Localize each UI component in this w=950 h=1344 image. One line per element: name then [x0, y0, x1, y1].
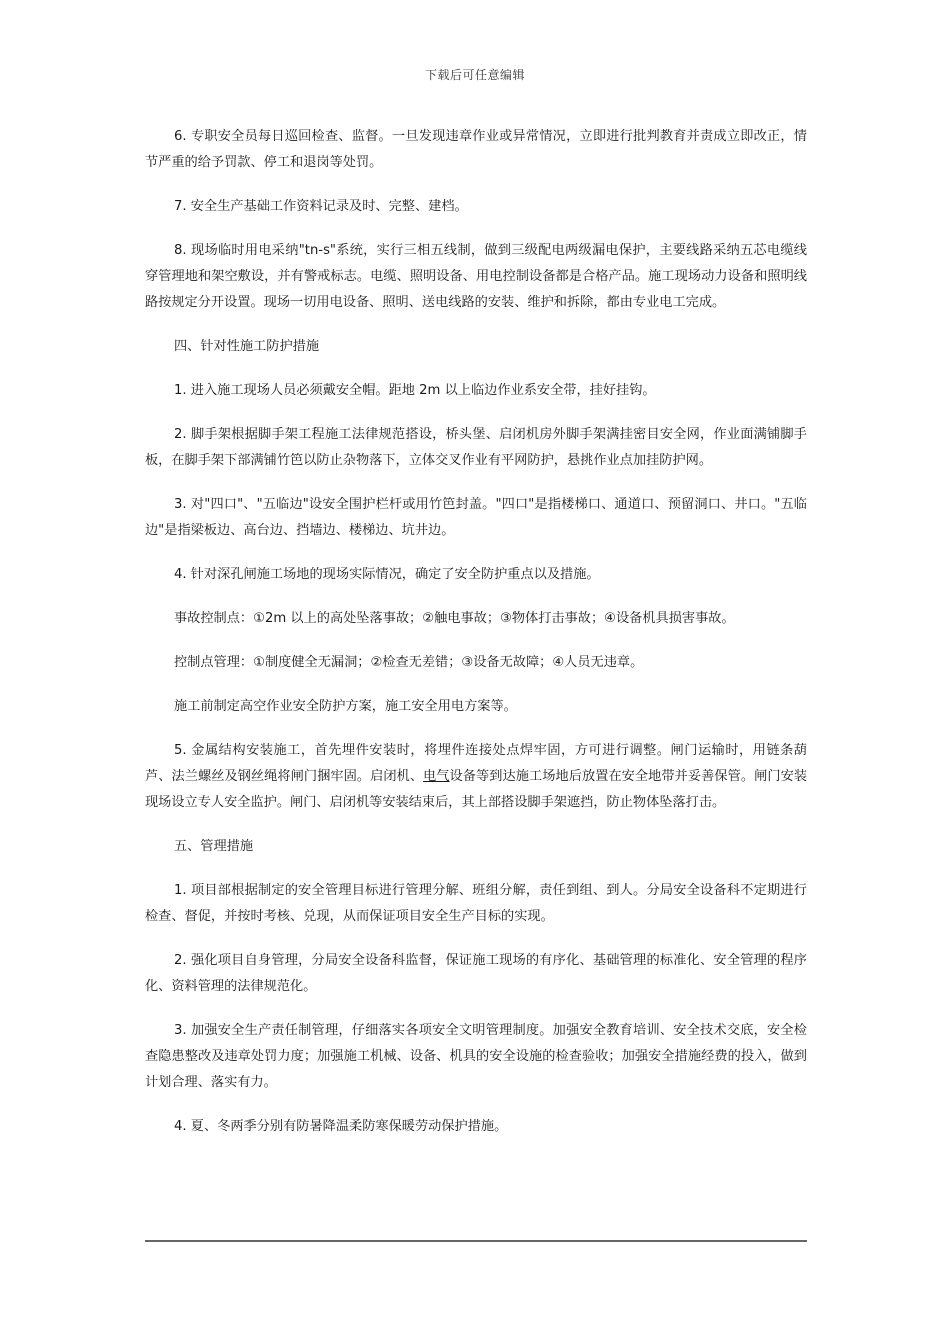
paragraph-mgmt-1 [145, 878, 807, 930]
paragraph-text: 强化项目自身管理，分局安全设备科监督，保证施工现场的有序化、基础管理的标准化、安全管理的程序化、资料管理的法律规范化。 [145, 953, 807, 994]
section-heading-4 [145, 334, 807, 360]
paragraph-text: 现场临时用电采纳"tn-s"系统，实行三相五线制，做到三级配电两级漏电保护，主要线路采纳五芯电缆线穿管理地和架空敷设，并有警戒标志。电缆、照明设备、用电控制设备都是合格产品。施工现场动力设备和照明线路按规定分开设置。现场一切用电设备、照明、送电线路的安装、维护和拆除，都由专业电工完成。 [145, 243, 807, 310]
section-heading-5 [145, 834, 807, 860]
item-number: 4. [174, 1119, 187, 1134]
paragraph-text: 夏、冬两季分别有防暑降温柔防寒保暖劳动保护措施。 [186, 1119, 508, 1134]
paragraph-item-7 [145, 194, 807, 220]
paragraph-text: 项目部根据制定的安全管理目标进行管理分解、班组分解，责任到组、到人。分局安全设备科不定期进行检查、督促，并按时考核、兑现，从而保证项目安全生产目标的实现。 [145, 883, 807, 924]
paragraph-text: 专职安全员每日巡回检查、监督。一旦发现违章作业或异常情况，立即进行批判教育并责成立即改正，情节严重的给予罚款、停工和退岗等处罚。 [145, 129, 807, 170]
control-point-management [145, 650, 807, 676]
document-body [145, 124, 807, 1158]
item-number: 2. [174, 427, 187, 442]
paragraph-text: 加强安全生产责任制管理，仔细落实各项安全文明管理制度。加强安全教育培训、安全技术交底，安全检查隐患整改及违章处罚力度；加强施工机械、设备、机具的安全设施的检查验收；加强安全措施经费的投入，做到计划合理、落实有力。 [145, 1023, 807, 1090]
accident-control-points [145, 606, 807, 632]
paragraph-text: 针对深孔闸施工场地的现场实际情况，确定了安全防护重点以及措施。 [186, 567, 600, 582]
paragraph-item-5 [145, 738, 807, 816]
paragraph-mgmt-3 [145, 1018, 807, 1096]
page-header: 下载后可任意编辑 [424, 68, 525, 82]
paragraph-item-8 [145, 238, 807, 316]
item-number: 6. [174, 129, 187, 144]
item-number: 3. [174, 497, 187, 512]
item-number: 4. [174, 567, 187, 582]
item-number: 1. [174, 383, 187, 398]
item-number: 7. [174, 199, 187, 214]
paragraph-item-2 [145, 422, 807, 474]
section-heading-text: 四、针对性施工防护措施 [174, 339, 320, 354]
pre-construction-plan [145, 694, 807, 720]
paragraph-text: 进入施工现场人员必须戴安全帽。距地 2m 以上临边作业系安全带，挂好挂钩。 [186, 383, 656, 398]
electrical-link[interactable]: 电气 [423, 769, 450, 784]
footer-divider [145, 1240, 807, 1242]
paragraph-text: 施工前制定高空作业安全防护方案，施工安全用电方案等。 [174, 699, 517, 714]
paragraph-text: 设备等到达施工场地后放置在安全地带并妥善保管。闸门安装现场设立专人安全监护。闸门、启闭机等安装结束后，其上部搭设脚手架遮挡，防止物体坠落打击。 [145, 769, 808, 810]
paragraph-item-3 [145, 492, 807, 544]
section-heading-text: 五、管理措施 [174, 839, 254, 854]
paragraph-text: 事故控制点：①2m 以上的高处坠落事故；②触电事故；③物体打击事故；④设备机具损害事故。 [174, 611, 735, 626]
item-number: 3. [174, 1023, 187, 1038]
paragraph-text: 控制点管理：①制度健全无漏洞；②检查无差错；③设备无故障；④人员无违章。 [174, 655, 644, 670]
paragraph-text: 脚手架根据脚手架工程施工法律规范搭设，桥头堡、启闭机房外脚手架满挂密目安全网，作业面满铺脚手板，在脚手架下部满铺竹笆以防止杂物落下，立体交叉作业有平网防护，悬挑作业点加挂防护网。 [145, 427, 807, 468]
paragraph-item-4 [145, 562, 807, 588]
paragraph-mgmt-2 [145, 948, 807, 1000]
paragraph-item-6 [145, 124, 807, 176]
item-number: 2. [174, 953, 187, 968]
paragraph-item-1 [145, 378, 807, 404]
paragraph-text: 对"四口"、"五临边"设安全围护栏杆或用竹笆封盖。"四口"是指楼梯口、通道口、预留洞口、井口。"五临边"是指梁板边、高台边、挡墙边、楼梯边、坑井边。 [145, 497, 807, 538]
paragraph-text: 金属结构安装施工，首先埋件安装时，将埋件连接处点焊牢固，方可进行调整。闸门运输时，用链条葫芦、法兰螺丝及钢丝绳将闸门捆牢固。启闭机、 [145, 743, 807, 784]
item-number: 5. [174, 743, 187, 758]
item-number: 1. [174, 883, 187, 898]
item-number: 8. [174, 243, 187, 258]
paragraph-text: 安全生产基础工作资料记录及时、完整、建档。 [186, 199, 468, 214]
paragraph-mgmt-4 [145, 1114, 807, 1140]
